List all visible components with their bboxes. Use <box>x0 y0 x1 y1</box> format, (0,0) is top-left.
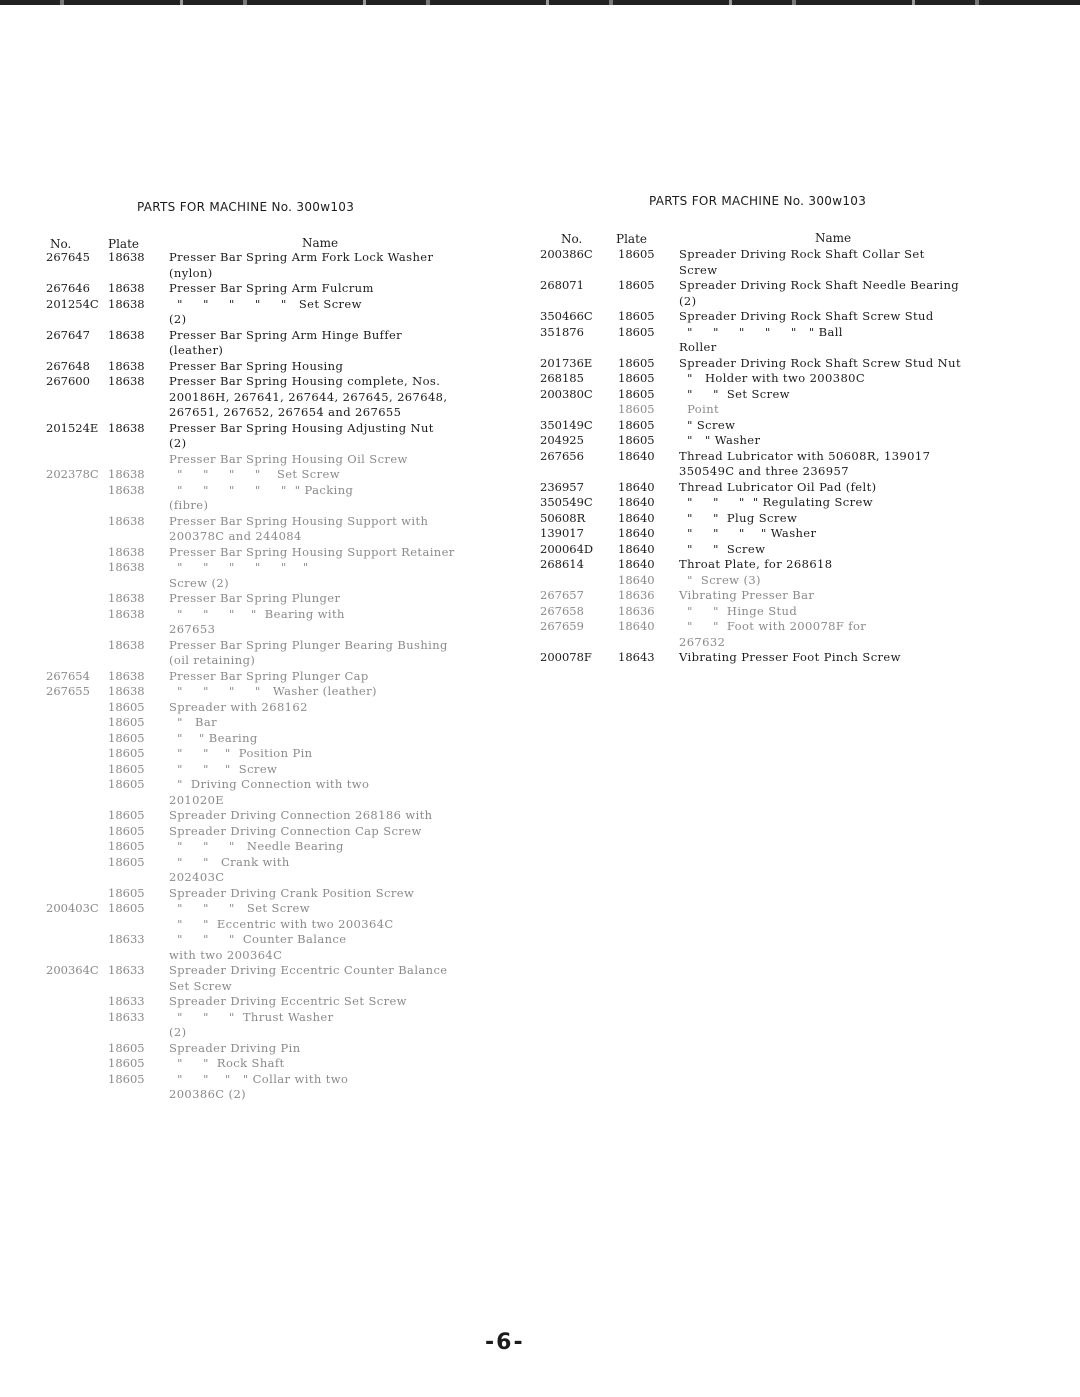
part-name: " " " " Collar with two <box>169 1071 349 1086</box>
part-name: " Bar <box>169 715 217 729</box>
part-number <box>46 452 108 468</box>
part-number <box>46 808 108 824</box>
part-name: " " " " Set Screw <box>169 467 340 481</box>
plate-number: 18605 <box>108 777 145 791</box>
part-number <box>46 777 108 793</box>
table-row <box>46 1056 536 1072</box>
part-name-continued: (2) <box>679 293 697 308</box>
plate-number: 18636 <box>618 588 655 602</box>
part-name: " " Screw <box>679 541 766 556</box>
left-col-name: Name <box>302 236 339 250</box>
part-number: 350149C <box>540 417 593 432</box>
part-name: Presser Bar Spring Plunger Bearing Bushing <box>169 637 448 652</box>
plate-number: 18605 <box>618 247 655 261</box>
part-name: " " " Needle Bearing <box>169 839 344 853</box>
part-name-continued: 267632 <box>679 634 726 649</box>
part-name-continued: 200378C and 244084 <box>169 529 302 543</box>
table-row <box>46 824 536 840</box>
plate-number: 18638 <box>108 544 145 559</box>
plate-number: 18638 <box>108 327 145 342</box>
part-name-continued: 200386C (2) <box>169 1087 247 1101</box>
left-col-no: No. <box>50 237 72 251</box>
table-row <box>46 591 536 607</box>
table-row <box>46 731 536 747</box>
table-row <box>46 715 536 731</box>
table-row <box>540 495 1000 511</box>
plate-number: 18640 <box>618 510 655 525</box>
plate-number: 18605 <box>618 386 655 401</box>
part-number: 267600 <box>46 374 90 388</box>
part-number <box>46 1041 108 1057</box>
part-name-continued: Screw (2) <box>169 575 230 590</box>
part-number: 201254C <box>46 296 99 311</box>
part-name: " " " " Washer (leather) <box>169 684 377 698</box>
right-col-plate: Plate <box>616 232 647 246</box>
part-name: Presser Bar Spring Arm Fork Lock Washer <box>169 250 434 264</box>
part-number: 267658 <box>540 603 584 618</box>
part-name: Throat Plate, for 268618 <box>679 557 833 571</box>
table-row <box>540 573 1000 589</box>
part-name: Spreader Driving Connection Cap Screw <box>169 823 422 838</box>
part-number: 267647 <box>46 327 90 342</box>
table-row <box>540 247 1000 278</box>
part-number: 350466C <box>540 309 593 323</box>
table-row <box>46 452 536 468</box>
part-number: 200386C <box>540 247 593 261</box>
plate-number: 18605 <box>108 1071 145 1086</box>
scan-top-edge <box>0 0 1080 5</box>
part-name-continued: (2) <box>169 312 187 326</box>
plate-number: 18605 <box>108 808 145 822</box>
part-name-continued: 202403C <box>169 870 225 884</box>
part-number: 268614 <box>540 557 584 571</box>
part-name: Spreader Driving Pin <box>169 1040 301 1055</box>
part-number: 267654 <box>46 668 90 683</box>
plate-number: 18638 <box>108 513 145 528</box>
part-number <box>46 917 108 933</box>
part-number: 351876 <box>540 324 584 339</box>
table-row <box>46 855 536 886</box>
part-name: Spreader with 268162 <box>169 699 308 714</box>
plate-number: 18638 <box>108 560 145 574</box>
part-name: Spreader Driving Rock Shaft Collar Set <box>679 247 925 261</box>
table-row <box>46 1072 536 1103</box>
part-name-continued: (2) <box>169 436 187 450</box>
part-name: Spreader Driving Rock Shaft Screw Stud Nut <box>679 355 961 370</box>
part-number <box>46 514 108 530</box>
part-name: Presser Bar Spring Housing Oil Screw <box>169 451 408 466</box>
plate-number: 18640 <box>618 448 655 463</box>
plate-number: 18605 <box>618 417 655 432</box>
table-row <box>46 359 536 375</box>
part-name-continued: (leather) <box>169 343 224 357</box>
part-name: Vibrating Presser Bar <box>679 588 815 602</box>
part-name-continued: 200186H, 267641, 267644, 267645, 267648, 267651, 267652, 267654 and 267655 <box>169 389 448 419</box>
table-row <box>46 808 536 824</box>
table-row <box>540 511 1000 527</box>
table-row <box>540 309 1000 325</box>
table-row <box>540 480 1000 496</box>
plate-number: 18638 <box>108 281 145 295</box>
part-number: 50608R <box>540 510 586 525</box>
part-name: " " " Screw <box>169 761 278 776</box>
part-name: " " " " Washer <box>679 526 817 540</box>
plate-number: 18638 <box>108 250 145 264</box>
table-row <box>46 963 536 994</box>
plate-number: 18605 <box>618 324 655 339</box>
table-row <box>46 374 536 421</box>
part-number: 200078F <box>540 650 592 664</box>
plate-number: 18638 <box>108 358 145 373</box>
part-name: " " " " " " Ball <box>679 324 843 339</box>
part-number <box>46 483 108 499</box>
table-row <box>46 684 536 700</box>
plate-number: 18605 <box>108 715 145 729</box>
part-name: " " Crank with <box>169 854 290 869</box>
table-row <box>46 560 536 591</box>
part-name: " Driving Connection with two <box>169 777 370 791</box>
table-row <box>46 281 536 297</box>
part-name: " Screw (3) <box>679 572 761 587</box>
plate-number: 18640 <box>618 557 655 571</box>
plate-number: 18605 <box>108 1056 145 1070</box>
part-name-continued: 267653 <box>169 622 216 636</box>
part-name: " " " Thrust Washer <box>169 1009 334 1024</box>
part-number <box>46 1056 108 1072</box>
part-number <box>46 1072 108 1088</box>
table-row <box>46 917 536 933</box>
part-name: " " Eccentric with two 200364C <box>169 916 394 931</box>
plate-number <box>108 452 169 468</box>
table-row <box>540 371 1000 387</box>
part-name: " Screw <box>679 417 736 432</box>
plate-number: 18640 <box>618 479 655 494</box>
part-name: " " Washer <box>679 433 761 447</box>
plate-number: 18605 <box>108 746 145 760</box>
left-heading: PARTS FOR MACHINE No. 300w103 <box>137 200 355 214</box>
right-heading: PARTS FOR MACHINE No. 300w103 <box>649 194 867 208</box>
part-name: " " Hinge Stud <box>679 603 798 618</box>
table-row <box>540 619 1000 650</box>
part-number <box>46 839 108 855</box>
part-name: " " " Position Pin <box>169 746 313 760</box>
part-name: " " " " Regulating Screw <box>679 495 873 509</box>
table-row <box>46 607 536 638</box>
table-row <box>46 886 536 902</box>
plate-number: 18640 <box>618 495 655 509</box>
plate-number: 18638 <box>108 296 145 311</box>
part-name: " " " " Bearing with <box>169 606 345 621</box>
part-name: Thread Lubricator with 50608R, 139017 <box>679 448 931 463</box>
part-name-continued: Set Screw <box>169 978 233 993</box>
plate-number: 18605 <box>618 371 655 385</box>
part-number <box>46 824 108 840</box>
table-row <box>46 746 536 762</box>
part-name: " " Plug Screw <box>679 510 798 525</box>
part-number <box>46 731 108 747</box>
part-name: Spreader Driving Rock Shaft Screw Stud <box>679 309 934 323</box>
part-number: 200064D <box>540 541 594 556</box>
plate-number: 18605 <box>108 1040 145 1055</box>
part-number <box>46 591 108 607</box>
part-name: Spreader Driving Eccentric Counter Balance <box>169 963 448 977</box>
part-number: 201736E <box>540 355 593 370</box>
table-row <box>46 467 536 483</box>
part-number <box>46 932 108 948</box>
part-name-continued: with two 200364C <box>169 947 283 962</box>
table-row <box>46 700 536 716</box>
part-name: Vibrating Presser Foot Pinch Screw <box>679 650 901 664</box>
plate-number: 18640 <box>618 619 655 633</box>
table-row <box>540 604 1000 620</box>
part-name: Spreader Driving Eccentric Set Screw <box>169 994 407 1008</box>
table-row <box>46 839 536 855</box>
plate-number: 18605 <box>618 433 655 447</box>
part-name: " " " " " " <box>169 560 309 574</box>
part-number: 267648 <box>46 358 90 373</box>
table-row <box>540 557 1000 573</box>
part-number: 267657 <box>540 588 584 602</box>
table-row <box>46 932 536 963</box>
table-row <box>46 1010 536 1041</box>
part-number: 236957 <box>540 479 584 494</box>
plate-number: 18605 <box>618 309 655 323</box>
table-row <box>540 356 1000 372</box>
part-name-continued: (oil retaining) <box>169 653 256 667</box>
table-row <box>540 650 1000 666</box>
plate-number: 18633 <box>108 932 145 946</box>
table-row <box>46 762 536 778</box>
table-row <box>46 545 536 561</box>
part-name: " " " Set Screw <box>169 901 310 915</box>
table-row <box>46 328 536 359</box>
part-number <box>540 402 618 418</box>
part-name-continued: 350549C and three 236957 <box>679 464 849 478</box>
plate-number: 18636 <box>618 603 655 618</box>
part-number: 268185 <box>540 371 584 385</box>
part-name: Presser Bar Spring Housing <box>169 358 344 373</box>
right-parts-list <box>540 247 1000 666</box>
part-number <box>46 1010 108 1026</box>
table-row <box>46 901 536 917</box>
plate-number: 18605 <box>108 823 145 838</box>
left-parts-list <box>46 250 536 1103</box>
table-row <box>46 1041 536 1057</box>
part-name: Presser Bar Spring Arm Fulcrum <box>169 281 374 295</box>
table-row <box>540 402 1000 418</box>
part-number: 139017 <box>540 526 584 540</box>
part-number: 267645 <box>46 250 90 264</box>
plate-number: 18605 <box>108 885 145 900</box>
part-name-continued: 201020E <box>169 792 225 807</box>
plate-number: 18633 <box>108 963 145 977</box>
table-row <box>540 542 1000 558</box>
part-name: Presser Bar Spring Housing Support with <box>169 513 429 528</box>
plate-number: 18638 <box>108 591 145 605</box>
table-row <box>46 994 536 1010</box>
table-row <box>46 297 536 328</box>
table-row <box>540 278 1000 309</box>
left-col-plate: Plate <box>108 237 139 251</box>
part-number: 267646 <box>46 281 90 295</box>
part-number <box>46 607 108 623</box>
part-number <box>46 700 108 716</box>
plate-number: 18605 <box>108 901 145 915</box>
part-name: " " Rock Shaft <box>169 1056 285 1070</box>
part-number <box>46 545 108 561</box>
plate-number: 18643 <box>618 650 655 664</box>
right-col-name: Name <box>815 231 852 245</box>
plate-number: 18605 <box>108 854 145 869</box>
plate-number: 18605 <box>108 839 145 853</box>
part-name: Presser Bar Spring Plunger <box>169 591 341 605</box>
plate-number: 18605 <box>108 699 145 714</box>
plate-number: 18605 <box>618 355 655 370</box>
part-number <box>46 762 108 778</box>
part-number: 200364C <box>46 963 99 977</box>
part-number: 267655 <box>46 684 90 698</box>
table-row <box>540 418 1000 434</box>
table-row <box>46 514 536 545</box>
part-name: Presser Bar Spring Plunger Cap <box>169 668 369 683</box>
part-name: Presser Bar Spring Housing complete, Nos. <box>169 374 441 388</box>
part-number <box>46 746 108 762</box>
part-name: Spreader Driving Crank Position Screw <box>169 885 415 900</box>
table-row <box>540 387 1000 403</box>
plate-number: 18605 <box>618 402 655 416</box>
table-row <box>540 588 1000 604</box>
plate-number: 18638 <box>108 482 145 497</box>
page-number: -6- <box>485 1330 525 1355</box>
part-name: Spreader Driving Rock Shaft Needle Bearing <box>679 278 960 292</box>
part-name-continued: (2) <box>169 1025 187 1039</box>
table-row <box>46 638 536 669</box>
part-name-continued: (fibre) <box>169 498 209 512</box>
table-row <box>46 483 536 514</box>
plate-number: 18638 <box>108 606 145 621</box>
part-number <box>46 560 108 576</box>
part-name: " " Set Screw <box>679 386 790 401</box>
part-number: 350549C <box>540 495 593 509</box>
table-row <box>540 526 1000 542</box>
part-name: Presser Bar Spring Housing Support Retainer <box>169 544 455 559</box>
part-number: 202378C <box>46 467 99 481</box>
table-row <box>46 421 536 452</box>
plate-number: 18633 <box>108 994 145 1008</box>
part-name: Presser Bar Spring Housing Adjusting Nut <box>169 420 434 435</box>
plate-number: 18605 <box>108 761 145 776</box>
plate-number: 18638 <box>108 374 145 388</box>
part-number: 268071 <box>540 278 584 292</box>
part-name: Spreader Driving Connection 268186 with <box>169 808 433 822</box>
plate-number: 18633 <box>108 1009 145 1024</box>
table-row <box>46 777 536 808</box>
part-name: " " " " " Set Screw <box>169 296 362 311</box>
part-number: 267659 <box>540 619 584 633</box>
part-number: 200403C <box>46 901 99 915</box>
plate-number: 18638 <box>108 637 145 652</box>
part-number: 200380C <box>540 386 593 401</box>
right-col-no: No. <box>561 232 583 246</box>
table-row <box>540 433 1000 449</box>
part-number: 204925 <box>540 433 584 447</box>
plate-number: 18640 <box>618 541 655 556</box>
table-row <box>540 325 1000 356</box>
plate-number: 18640 <box>618 572 655 587</box>
table-row <box>540 449 1000 480</box>
part-name: Presser Bar Spring Arm Hinge Buffer <box>169 327 403 342</box>
part-number <box>46 994 108 1010</box>
part-name: " Holder with two 200380C <box>679 371 866 385</box>
part-number: 267656 <box>540 448 584 463</box>
part-name: " " Bearing <box>169 730 258 745</box>
plate-number: 18638 <box>108 420 145 435</box>
plate-number: 18638 <box>108 668 145 683</box>
part-number <box>46 886 108 902</box>
part-name-continued: Roller <box>679 340 717 354</box>
table-row <box>46 250 536 281</box>
part-number <box>46 638 108 654</box>
plate-number <box>108 917 169 933</box>
plate-number: 18638 <box>108 467 145 481</box>
part-name: " " Foot with 200078F for <box>679 619 867 633</box>
part-number: 201524E <box>46 420 99 435</box>
part-name: Thread Lubricator Oil Pad (felt) <box>679 479 877 494</box>
plate-number: 18605 <box>108 730 145 745</box>
part-name-continued: (nylon) <box>169 265 213 280</box>
part-number <box>46 855 108 871</box>
part-name: Point <box>679 402 720 416</box>
plate-number: 18638 <box>108 684 145 698</box>
part-name: " " " " " " Packing <box>169 482 354 497</box>
plate-number: 18640 <box>618 526 655 540</box>
part-number <box>540 573 618 589</box>
part-name-continued: Screw <box>679 262 718 277</box>
part-name: " " " Counter Balance <box>169 932 347 946</box>
plate-number: 18605 <box>618 278 655 292</box>
table-row <box>46 669 536 685</box>
part-number <box>46 715 108 731</box>
